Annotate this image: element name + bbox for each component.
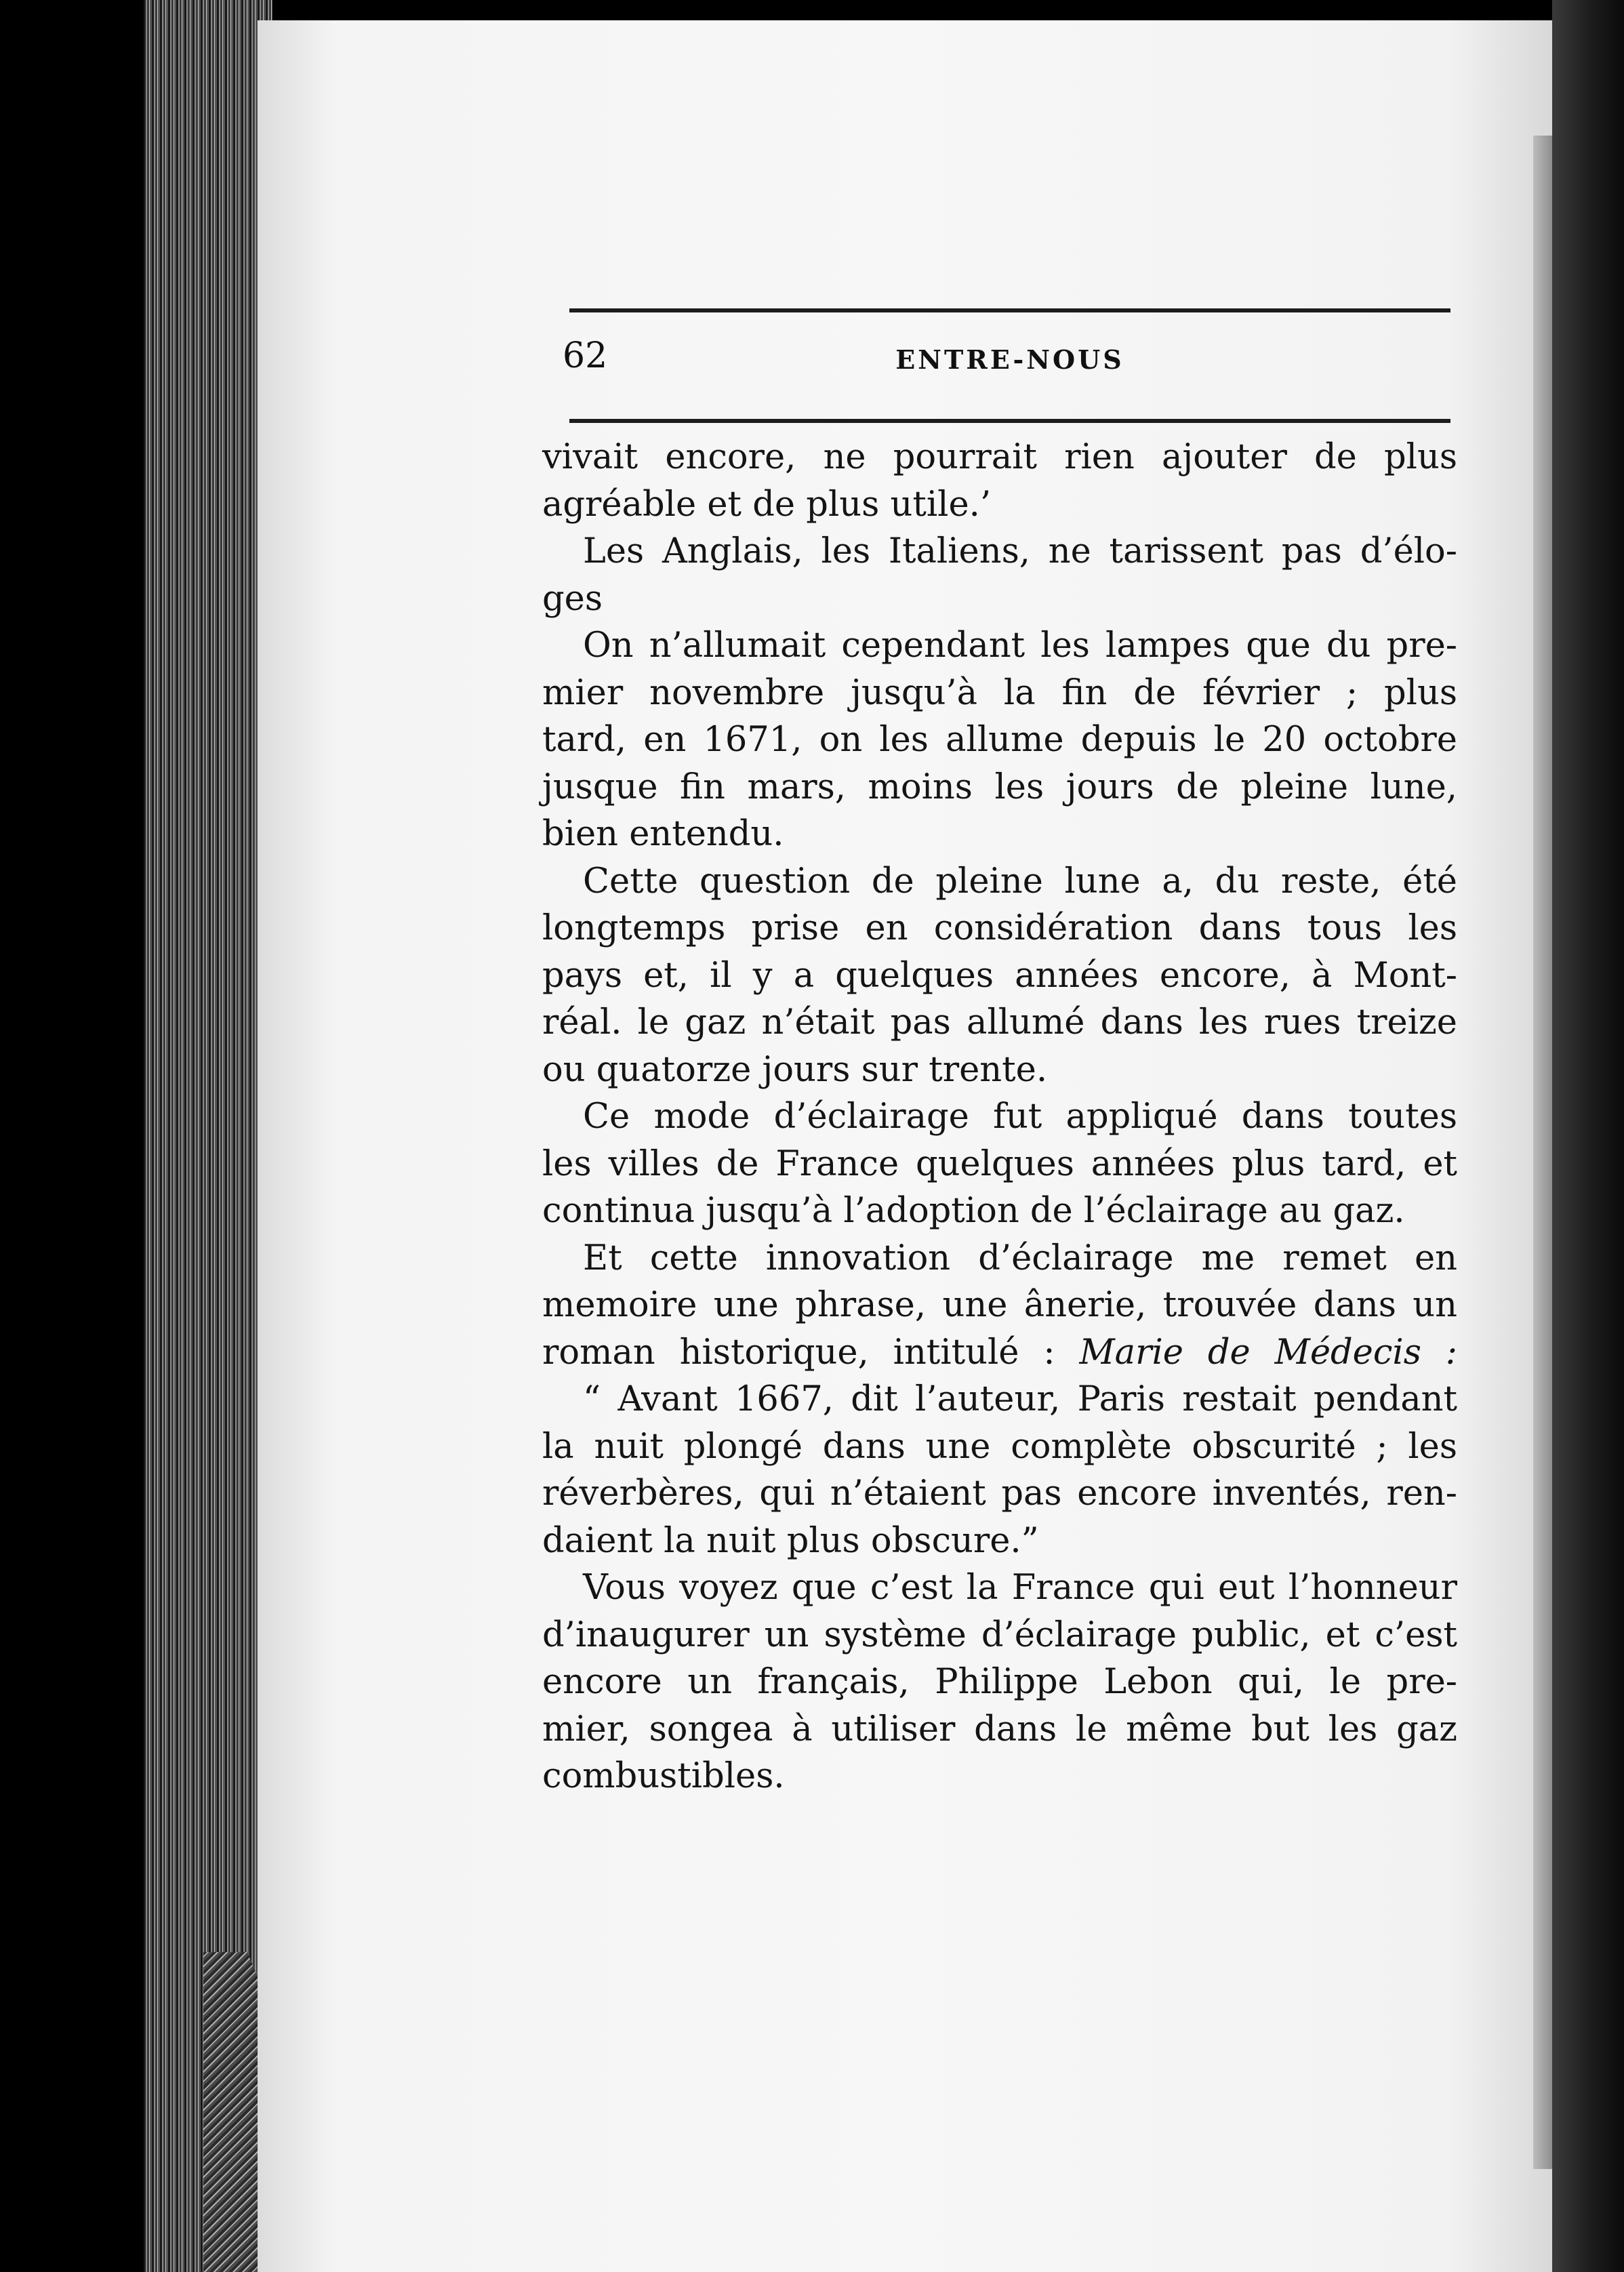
header-rule-bottom bbox=[569, 419, 1450, 423]
text-line: On n’allumait cependant les lampes que du pre- bbox=[583, 626, 1457, 666]
text-line: pays et, il y a quelques années encore, à Mont- bbox=[542, 955, 1457, 996]
book-fore-edge bbox=[144, 0, 272, 2272]
running-title: ENTRE-NOUS bbox=[895, 344, 1124, 375]
text-line bbox=[542, 1329, 1457, 1377]
text-line: combustibles. bbox=[542, 1756, 785, 1796]
text-line: mier, songea à utiliser dans le même but les gaz bbox=[542, 1709, 1457, 1749]
text-line: Les Anglais, les Italiens, ne tarissent pas d’élo- bbox=[583, 531, 1457, 571]
text-line: d’inaugurer un système d’éclairage public, et c’est bbox=[542, 1615, 1457, 1655]
text-line: mier novembre jusqu’à la fin de février ; plus bbox=[542, 672, 1457, 713]
text-line: jusque fin mars, moins les jours de pleine lune, bbox=[542, 767, 1457, 807]
page-number: 62 bbox=[563, 336, 608, 376]
right-page-edge bbox=[1552, 0, 1624, 2272]
book-title: Marie de Médecis : bbox=[1079, 1332, 1457, 1373]
text-line: daient la nuit plus obscure.” bbox=[542, 1520, 1039, 1561]
text-line: réal. le gaz n’était pas allumé dans les rues treize bbox=[542, 1002, 1457, 1042]
header-rule-top bbox=[569, 308, 1450, 312]
text-line: memoire une phrase, une ânerie, trouvée dans un bbox=[542, 1285, 1457, 1325]
text-line: bien entendu. bbox=[542, 814, 784, 854]
text-line: Cette question de pleine lune a, du reste, été bbox=[583, 861, 1457, 901]
text-line: les villes de France quelques années plus tard, et bbox=[542, 1143, 1457, 1184]
text-line: agréable et de plus utile.’ bbox=[542, 484, 992, 525]
paragraph bbox=[542, 434, 1457, 528]
paragraph bbox=[542, 528, 1457, 622]
text-line: longtemps prise en considération dans tous les bbox=[542, 908, 1457, 948]
running-head bbox=[563, 329, 1457, 397]
paragraph bbox=[542, 858, 1457, 1094]
text-line: vivait encore, ne pourrait rien ajouter de plus bbox=[542, 437, 1457, 477]
text-line: ou quatorze jours sur trente. bbox=[542, 1049, 1048, 1090]
text-line: “ Avant 1667, dit l’auteur, Paris restait pendant bbox=[583, 1379, 1457, 1419]
text-line: Vous voyez que c’est la France qui eut l’honneur bbox=[583, 1568, 1457, 1608]
paragraph bbox=[542, 622, 1457, 858]
text-line: encore un français, Philippe Lebon qui, le pre- bbox=[542, 1662, 1457, 1702]
binding-shadow bbox=[1533, 136, 1554, 2169]
paragraph bbox=[542, 1376, 1457, 1564]
paragraph bbox=[542, 1564, 1457, 1800]
paragraph bbox=[542, 1235, 1457, 1377]
text-line: réverbères, qui n’étaient pas encore inventés, ren- bbox=[542, 1474, 1457, 1514]
body-text bbox=[542, 434, 1457, 1800]
text-line: Ce mode d’éclairage fut appliqué dans toutes bbox=[583, 1097, 1457, 1137]
text-line: continua jusqu’à l’adoption de l’éclairage au gaz. bbox=[542, 1191, 1405, 1231]
text-line: Et cette innovation d’éclairage me remet en bbox=[583, 1238, 1457, 1278]
text-segment: roman historique, intitulé : bbox=[542, 1332, 1055, 1373]
text-line: tard, en 1671, on les allume depuis le 20 octobre bbox=[542, 720, 1457, 760]
paragraph bbox=[542, 1093, 1457, 1235]
text-line: la nuit plongé dans une complète obscurité ; les bbox=[542, 1426, 1457, 1467]
text-line: ges bbox=[542, 578, 603, 619]
